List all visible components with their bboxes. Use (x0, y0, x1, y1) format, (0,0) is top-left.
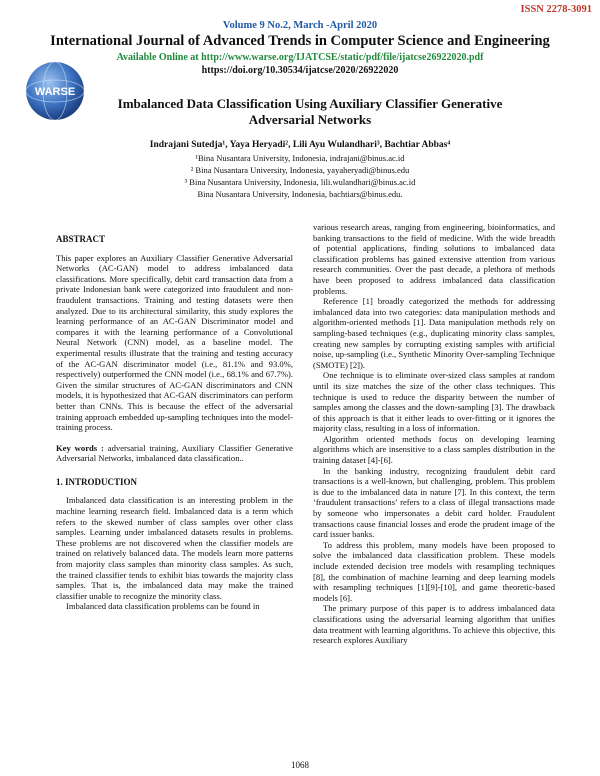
issn-label: ISSN 2278-3091 (520, 4, 592, 15)
warse-globe-logo-icon (24, 60, 86, 122)
journal-title: International Journal of Advanced Trends in Computer Science and Engineering (50, 33, 550, 49)
online-url[interactable]: Available Online at http://www.warse.org/IJATCSE/static/pdf/file/ijatcse26922020.pdf (116, 52, 484, 63)
paper-title (110, 96, 510, 128)
doi-link[interactable]: https://doi.org/10.30534/ijatcse/2020/26922020 (201, 65, 399, 76)
right-paragraph-7: The primary purpose of this paper is to address imbalanced data classifications using the adversarial learning algorithm that unifies data treatment with learning algorithms. To achieve this objective, this research explores Auxiliary (313, 603, 555, 646)
authors: Indrajani Sutedja¹, Yaya Heryadi², Lili Ayu Wulandhari³, Bachtiar Abbas⁴ (149, 140, 451, 150)
affiliation-3: ³ Bina Nusantara University, Indonesia, lili.wulandhari@binus.ac.id (184, 177, 416, 187)
volume-line: Volume 9 No.2, March -April 2020 (222, 20, 378, 31)
affiliation-1: ¹Bina Nusantara University, Indonesia, indrajani@binus.ac.id (195, 153, 405, 163)
right-paragraph-2: Reference [1] broadly categorized the methods for addressing imbalanced data into two categories: data manipulation methods and algorithm-oriented methods [1]. Data manipulation methods rely on sampling-based techniques (e.g., duplicating minority class samples, creating new samples by corrupting existing samples with artificial noise, up-sampling (i.e., Synthetic Minority Over-sampling Technique (SMOTE) [2]). (313, 296, 555, 370)
abstract-heading: ABSTRACT (56, 234, 106, 244)
right-paragraph-5: In the banking industry, recognizing fraudulent debit card transactions is a well-known, but challenging, problem. This problem is due to the imbalanced data in nature [7]. In this context, the term ‘fraudulent transactions’ refers to a class of illegal transactions made by someone who impersonates a debit card holder. Fraudulent transactions cause financial losses and erode the prudent image of the card issuer banks. (313, 465, 555, 540)
title-line-1: Imbalanced Data Classification Using Auxiliary Classifier Generative (117, 96, 503, 111)
affiliation-2: ² Bina Nusantara University, Indonesia, yayaheryadi@binus.edu (190, 165, 410, 175)
intro-paragraph-2: Imbalanced data classification problems can be found in (66, 601, 260, 612)
right-paragraph-4: Algorithm oriented methods focus on developing learning algorithms which are insensitive to a class samples distribution in the training dataset [4]-[6]. (313, 433, 555, 466)
right-paragraph-1: various research areas, ranging from engineering, bioinformatics, and banking transactions to the field of medicine. With the wide breadth of potential applications, finding solutions to imbalanced data classification problems has gained extensive attention from various research communities. Over the past decade, a plethora of methods have been proposed to address imbalanced data classification problems. (313, 222, 555, 296)
right-paragraph-6: To address this problem, many models have been proposed to solve the imbalanced data classification problem. These models include extended decision tree models with resampling techniques [8], the combination of machine learning and deep learning models with resampling techniques [1][9]-[10], and game theoretic-based models [6]. (313, 539, 555, 603)
abstract-text: This paper explores an Auxiliary Classifier Generative Adversarial Networks (AC-GAN) model to address imbalanced data classifications. More specifically, debit card transaction data from a private Indonesian bank were categorized into fraudulent and non-fraudulent transactions. Training and testing datasets were then analyzed. Due to its architectural similarity, this study explores the learning performance of an AC-GAN Discriminator model and compares it with the learning performance of a Convolutional Neural Network (CNN) model, as a baseline model. The experimental results illustrate that the training and testing accuracy of the AC-GAN discriminator model (i.e., 81.1% and 93.0%, respectively) outperformed the CNN model (i.e., 68.1% and 67.7%). Given the similar structures of AC-GAN discriminators and CNN models, it is hypothesized that AC-GAN discriminators can perform better than CNNs. This is because the effect of the adversarial training approach embedded up-sampling techniques into the model-training process. (56, 252, 293, 433)
keywords (56, 443, 293, 464)
affiliation-4: Bina Nusantara University, Indonesia, bachtiars@binus.edu. (197, 189, 403, 199)
left-column (56, 234, 293, 612)
page-number: 1068 (291, 760, 309, 770)
keywords-label: Key words : (56, 442, 104, 453)
keywords-text: adversarial training, Auxiliary Classifier Generative Adversarial Networks, imbalanced data classification.. (56, 442, 294, 464)
logo-text: WARSE (34, 86, 76, 98)
right-column (313, 222, 555, 646)
intro-paragraph-1: Imbalanced data classification is an interesting problem in the machine learning research field. Imbalanced data is a term which refers to the skewed number of class samples over other class samples. Learning under imbalanced datasets results in problems. These problems are not discovered when the classifier models are trained on relatively balanced data. The models learn more patterns from majority class samples than minority class samples. As such, the trained classifier tends to exhibit bias towards the majority class samples. That is, the imbalanced data may make the trained classifier unable to recognize the minority class. (56, 495, 293, 601)
right-paragraph-3: One technique is to eliminate over-sized class samples at random until its size matches the size of the other class techniques. This technique is used to reduce the disparity between the number of samples among the classes and the down-sampling [3]. The drawback of this approach is that it either leads to over-fitting or it ignores the majority class, resulting in a loss of information. (313, 370, 555, 434)
title-line-2: Adversarial Networks (248, 112, 372, 127)
introduction-heading: 1. INTRODUCTION (56, 476, 138, 487)
